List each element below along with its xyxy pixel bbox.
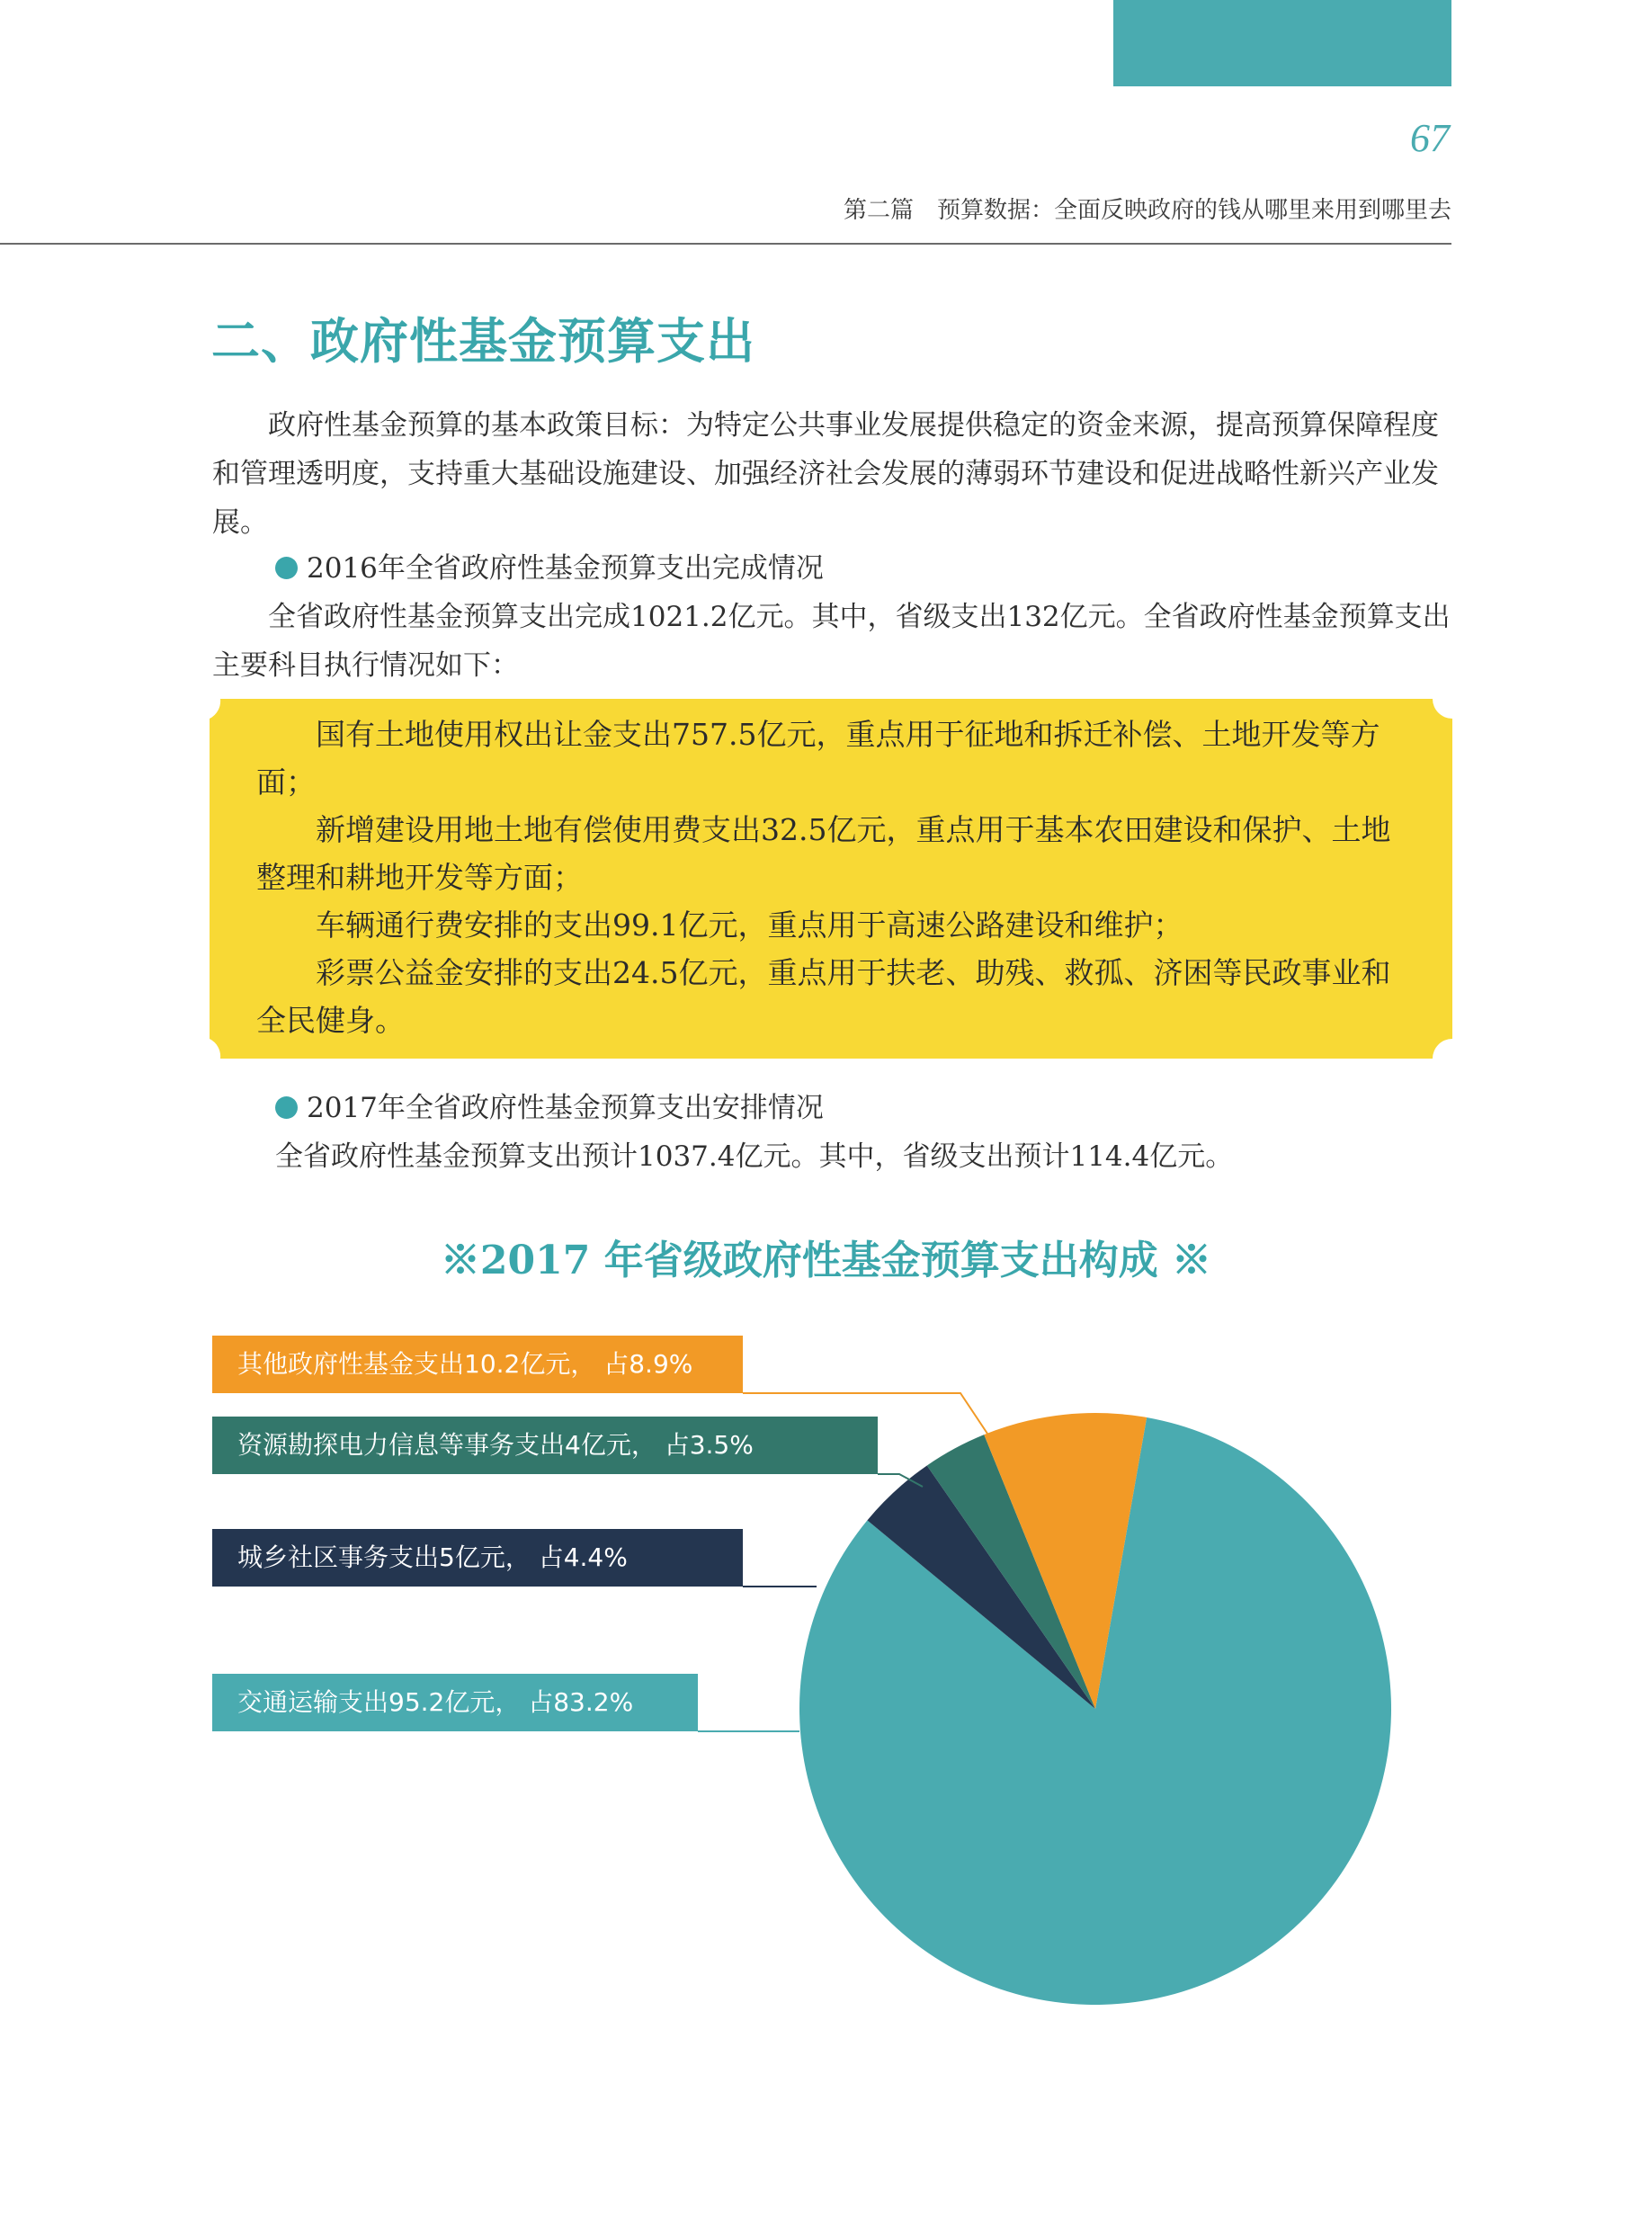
slice-label-urban-rural: 城乡社区事务支出5亿元， 占4.4%: [212, 1529, 743, 1587]
heading-2016-text: 2016年全省政府性基金预算支出完成情况: [307, 552, 824, 585]
summary-2016: 全省政府性基金预算支出完成1021.2亿元。其中，省级支出132亿元。全省政府性基金预算支出主要科目执行情况如下：: [212, 601, 1451, 682]
expenditure-item-land-use-fee: 新增建设用地土地有偿使用费支出32.5亿元，重点用于基本农田建设和保护、土地整理和耕地开发等方面；: [256, 812, 1391, 895]
top-accent-bar: [1113, 0, 1451, 86]
section-title: 二、政府性基金预算支出: [211, 313, 755, 370]
bullet-dot-icon: [275, 1096, 298, 1119]
expenditure-item-lottery: 彩票公益金安排的支出24.5亿元，重点用于扶老、助残、救孤、济困等民政事业和全民健身。: [256, 955, 1391, 1038]
slice-label-resource: 资源勘探电力信息等事务支出4亿元， 占3.5%: [212, 1417, 878, 1474]
highlight-box: [210, 699, 1452, 1059]
header-divider: [0, 243, 1451, 245]
running-header: 第二篇 预算数据：全面反映政府的钱从哪里来用到哪里去: [843, 197, 1451, 224]
summary-2017: 全省政府性基金预算支出预计1037.4亿元。其中，省级支出预计114.4亿元。: [275, 1140, 1234, 1173]
slice-label-other: 其他政府性基金支出10.2亿元， 占8.9%: [212, 1336, 743, 1393]
bullet-dot-icon: [275, 557, 298, 579]
slice-label-transport: 交通运输支出95.2亿元， 占83.2%: [212, 1674, 698, 1731]
heading-2017-text: 2017年全省政府性基金预算支出安排情况: [307, 1092, 824, 1124]
pie-chart: [0, 1295, 1652, 2033]
heading-2016: [275, 544, 824, 593]
expenditure-item-vehicle-toll: 车辆通行费安排的支出99.1亿元，重点用于高速公路建设和维护；: [316, 907, 1183, 943]
highlight-box-text: [256, 711, 1416, 1044]
page-number: 67: [1410, 116, 1450, 160]
intro-paragraph: 政府性基金预算的基本政策目标：为特定公共事业发展提供稳定的资金来源，提高预算保障程度和管理透明度，支持重大基础设施建设、加强经济社会发展的薄弱环节建设和促进战略性新兴产业发展。: [212, 409, 1439, 539]
heading-2017: [275, 1084, 824, 1132]
expenditure-item-land-transfer: 国有土地使用权出让金支出757.5亿元，重点用于征地和拆迁补偿、土地开发等方面；: [256, 717, 1380, 800]
chart-title: ※2017 年省级政府性基金预算支出构成 ※: [440, 1238, 1212, 1283]
